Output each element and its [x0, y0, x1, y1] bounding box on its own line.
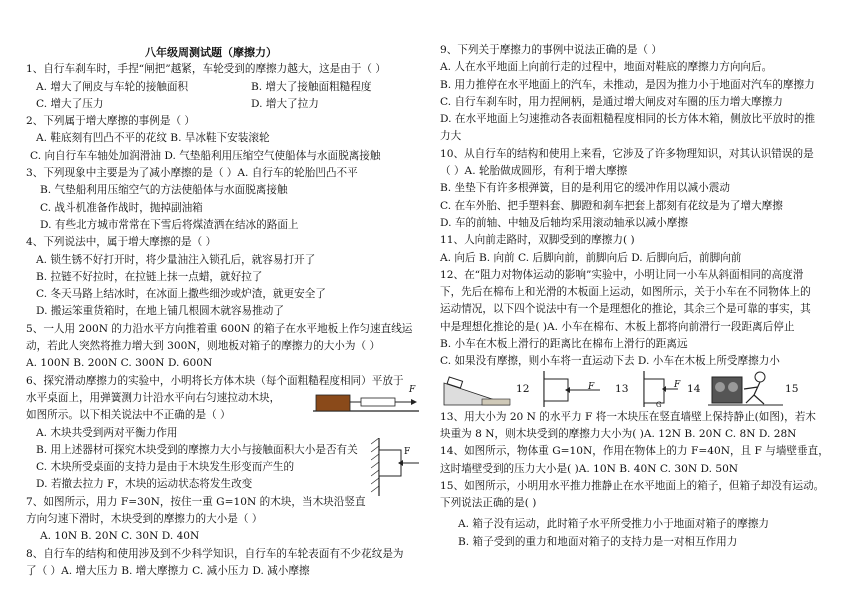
q4-option-c: C. 冬天马路上结冰时，在冰面上撒些细沙或炉渣，就更安全了	[36, 288, 326, 301]
question-12-cont2: 运动情况，以下四个说法中有一个是理想化的推论，其余三个是可靠的事实，其	[440, 303, 811, 316]
q6-option-d: D. 若撤去拉力 F，木块的运动状态将发生改变	[36, 478, 253, 491]
q4-option-b: B. 拉链不好拉时，在拉链上抹一点蜡，就好拉了	[36, 270, 263, 283]
q12-option-b: B. 小车在木板上滑行的距离比在棉布上滑行的距离远	[440, 338, 688, 351]
q4-option-d: D. 搬运笨重货箱时，在地上铺几根圆木就容易推动了	[36, 305, 284, 318]
q9-option-d-cont: 力大	[440, 130, 462, 143]
figure-14-force-label: F	[674, 379, 681, 390]
question-7-cont: 方向匀速下滑时，木块受到的摩擦力的大小是（ ）	[26, 513, 263, 526]
question-15-cont: 下列说法正确的是( )	[440, 497, 537, 510]
q4-option-a: A. 锁生锈不好打开时，将少量油注入锁孔后，就容易打开了	[36, 253, 316, 266]
q3-option-c: C. 战斗机准备作战时，抛掉副油箱	[40, 201, 203, 214]
question-15: 15、如图所示，小明用水平推力推静止在水平地面上的箱子，但箱子却没有运动。	[440, 479, 825, 492]
q9-option-d: D. 在水平地面上匀速推动各表面粗糙程度相同的长方体木箱，侧放比平放时的推	[440, 113, 816, 126]
question-6: 6、探究滑动摩擦力的实验中，小明将长方体木块（每个面粗糙程度相同）平放于	[26, 374, 404, 387]
figure-14-label: 14	[687, 382, 701, 395]
q11-options: A. 向后 B. 向前 C. 后脚向前，前脚向后 D. 后脚向后，前脚向前	[440, 251, 742, 264]
figures-row	[440, 371, 840, 409]
figure-14-gravity-label: G	[656, 400, 662, 409]
q1-option-d: D. 增大了拉力	[251, 97, 319, 110]
question-5-cont: 动，若此人突然将推力增大到 300N，则地板对箱子的摩擦力的大小为（ ）	[26, 340, 381, 353]
question-14: 14、如图所示，物体重 G=10N，作用在物体上的力 F=40N，且 F 与墙壁垂直，	[440, 445, 829, 458]
q2-options-ab: A. 鞋底刻有凹凸不平的花纹 B. 旱冰鞋下安装滚轮	[36, 132, 270, 145]
figure-7-force-label: F	[404, 446, 411, 457]
question-8: 8、自行车的结构和使用涉及到不少科学知识，自行车的车轮表面有不少花纹是为	[26, 547, 404, 560]
q10-option-b: B. 坐垫下有许多根弹簧，目的是利用它的缓冲作用以减小震动	[440, 182, 730, 195]
q1-option-a: A. 增大了闸皮与车轮的接触面积	[36, 80, 189, 93]
figure-force-label: F	[409, 385, 416, 396]
question-9: 9、下列关于摩擦力的事例中说法正确的是（ ）	[440, 44, 662, 56]
page-title: 八年级周测试题（摩擦力）	[145, 46, 277, 59]
question-2: 2、下列属于增大摩擦的事例是（ ）	[26, 115, 196, 128]
question-12: 12、在“阻力对物体运动的影响”实验中，小明让同一小车从斜面相同的高度滑	[440, 268, 804, 281]
question-7: 7、如图所示，用力 F=30N，按住一重 G=10N 的木块，当木块沿竖直	[26, 495, 366, 508]
q6-option-c: C. 木块所受桌面的支持力是由于木块发生形变而产生的	[36, 461, 295, 474]
question-3: 3、下列现象中主要是为了减小摩擦的是（ ）A. 自行车的轮胎凹凸不平	[26, 167, 358, 180]
q6-option-b: B. 用上述器材可探究木块受到的摩擦力大小与接触面积大小是否有关	[36, 443, 358, 456]
push-box-figure	[708, 371, 783, 407]
q7-options: A. 10N B. 20N C. 30N D. 40N	[40, 530, 200, 543]
q15-option-b: B. 箱子受到的重力和地面对箱子的支持力是一对相互作用力	[458, 535, 738, 548]
incline-cart-figure	[442, 373, 512, 407]
q9-option-a: A. 人在水平地面上向前行走的过程中，地面对鞋底的摩擦力方向向后。	[440, 61, 773, 74]
question-1: 1、自行车刹车时，手捏“闸把”越紧，车轮受到的摩擦力越大，这是由于（ ）	[26, 63, 386, 76]
figure-13-force-label: F	[588, 381, 595, 392]
question-4: 4、下列说法中，属于增大摩擦的是（ ）	[26, 236, 217, 249]
figure-15-label: 15	[785, 382, 799, 395]
q15-option-a: A. 箱子没有运动，此时箱子水平所受推力小于地面对箱子的摩擦力	[458, 518, 770, 531]
q5-options: A. 100N B. 200N C. 300N D. 600N	[26, 357, 213, 370]
question-8-cont: 了（ ）A. 增大压力 B. 增大摩擦力 C. 减小压力 D. 减小摩擦	[26, 564, 310, 577]
q9-option-c: C. 自行车刹车时，用力捏闸柄，是通过增大闸皮对车圈的压力增大摩擦力	[440, 95, 783, 108]
question-10: 10、从自行车的结构和使用上来看，它涉及了许多物理知识，对其认识错误的是	[440, 147, 814, 160]
figure-13-label: 13	[615, 382, 629, 395]
q10-option-c: C. 在车外胎、把手塑料套、脚蹬和刹车把套上都刻有花纹是为了增大摩擦	[440, 199, 783, 212]
question-13: 13、用大小为 20 N 的水平力 F 将一木块压在竖直墙壁上保持静止(如图)，若木	[440, 410, 816, 423]
wall-block-figure	[371, 438, 421, 496]
question-12-cont3: 中是理想化推论的是( )A. 小车在棉布、木板上都将向前滑行一段距离后停止	[440, 320, 795, 333]
wall-press-figure-13	[540, 371, 610, 407]
question-13-cont: 块重为 8 N，则木块受到的摩擦力大小为( )A. 12N B. 20N C. 8N D. 28N	[440, 427, 797, 440]
question-12-cont: 下，先后在棉布上和光滑的木板面上运动，如图所示，关于小车在不同物体上的	[440, 286, 811, 299]
question-14-cont: 这时墙壁受到的压力大小是( )A. 10N B. 40N C. 30N D. 50N	[440, 462, 739, 475]
q6-option-a: A. 木块共受到两对平衡力作用	[36, 426, 178, 439]
q12-option-cd: C. 如果没有摩擦，则小车将一直运动下去 D. 小车在木板上所受摩擦力小	[440, 355, 780, 368]
q1-option-b: B. 增大了接触面粗糙程度	[251, 80, 372, 93]
figure-12-label: 12	[516, 382, 530, 395]
q1-option-c: C. 增大了压力	[36, 97, 104, 110]
question-5: 5、一人用 200N 的力沿水平方向推着重 600N 的箱子在水平地板上作匀速直线运	[26, 322, 413, 335]
q3-option-d: D. 有些北方城市常常在下雪后将煤渣洒在结冰的路面上	[40, 218, 299, 231]
q3-option-b: B. 气垫船利用压缩空气的方法使船体与水面脱离接触	[40, 184, 288, 197]
spring-scale-figure	[311, 385, 421, 415]
left-column	[26, 0, 426, 580]
q2-options-cd: C. 向自行车车轴处加润滑油 D. 气垫船利用压缩空气使船体与水面脱离接触	[30, 149, 381, 162]
q10-option-d: D. 车的前轴、中轴及后轴均采用滚动轴承以减小摩擦	[440, 216, 688, 229]
q9-option-b: B. 用力推停在水平地面上的汽车，未推动，是因为推力小于地面对汽车的摩擦力	[440, 78, 815, 91]
question-11: 11、人向前走路时，双脚受到的摩擦力( )	[440, 234, 635, 247]
question-6-cont2: 如图所示。以下相关说法中不正确的是（ ）	[26, 409, 231, 422]
question-6-cont: 水平桌面上，用弹簧测力计沿水平向右匀速拉动木块，	[26, 391, 281, 404]
q10-option-a: （ ）A. 轮胎做成圆形，有利于增大摩擦	[440, 165, 628, 178]
right-column	[440, 42, 840, 551]
